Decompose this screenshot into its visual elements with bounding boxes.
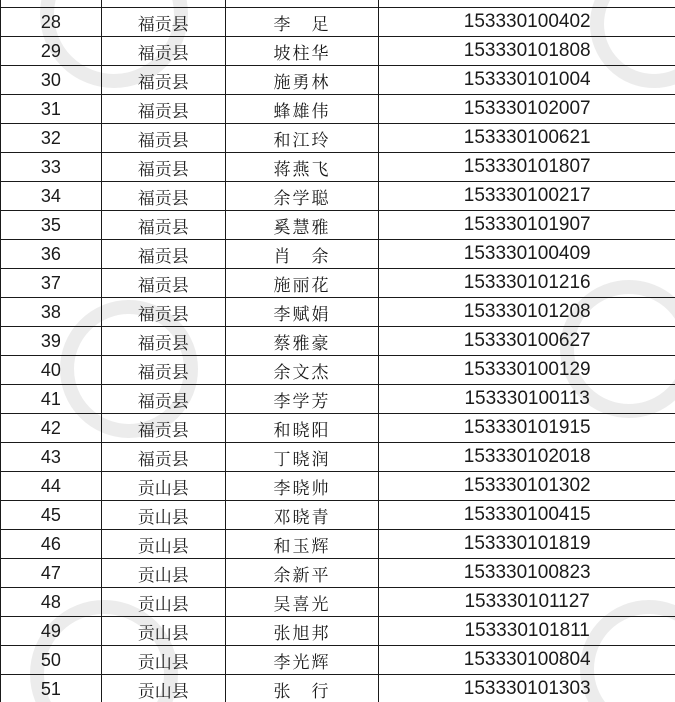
cell-no: 41 <box>1 385 102 414</box>
cell-id: 153330101907 <box>379 211 675 240</box>
cell-no: 39 <box>1 327 102 356</box>
table-row-partial <box>1 0 675 8</box>
cell-no: 35 <box>1 211 102 240</box>
table-row <box>1 385 675 414</box>
cell-id: 153330101811 <box>379 617 675 646</box>
cell-county: 福贡县 <box>101 298 225 327</box>
table-row <box>1 182 675 211</box>
cell-name: 余文杰 <box>225 356 379 385</box>
cell-name: 和玉辉 <box>225 530 379 559</box>
cell-id: 153330100621 <box>379 124 675 153</box>
cell-no: 44 <box>1 472 102 501</box>
cell-name: 余学聪 <box>225 182 379 211</box>
table-body <box>1 0 675 702</box>
cell-county: 福贡县 <box>101 414 225 443</box>
cell-id: 153330101808 <box>379 37 675 66</box>
cell-id: 153330100113 <box>379 385 675 414</box>
cell-id: 153330100627 <box>379 327 675 356</box>
cell-id: 153330100409 <box>379 240 675 269</box>
cell-county: 贡山县 <box>101 530 225 559</box>
table-row <box>1 211 675 240</box>
cell-name: 邓晓青 <box>225 501 379 530</box>
cell-name <box>225 0 379 8</box>
cell-county: 贡山县 <box>101 588 225 617</box>
table-row <box>1 37 675 66</box>
cell-name: 李学芳 <box>225 385 379 414</box>
cell-name: 肖 余 <box>225 240 379 269</box>
cell-no: 30 <box>1 66 102 95</box>
cell-id: 153330101303 <box>379 675 675 702</box>
cell-no: 50 <box>1 646 102 675</box>
cell-county: 福贡县 <box>101 356 225 385</box>
cell-name: 蔡雅豪 <box>225 327 379 356</box>
cell-name: 李晓帅 <box>225 472 379 501</box>
cell-name: 李光辉 <box>225 646 379 675</box>
cell-id: 153330101216 <box>379 269 675 298</box>
cell-name: 丁晓润 <box>225 443 379 472</box>
cell-county <box>101 0 225 8</box>
cell-id: 153330100415 <box>379 501 675 530</box>
cell-id: 153330101807 <box>379 153 675 182</box>
table-row <box>1 559 675 588</box>
cell-id: 153330101004 <box>379 66 675 95</box>
cell-no: 36 <box>1 240 102 269</box>
table-row <box>1 472 675 501</box>
cell-id: 153330102018 <box>379 443 675 472</box>
table-row <box>1 269 675 298</box>
cell-name: 施勇林 <box>225 66 379 95</box>
cell-name: 蜂雄伟 <box>225 95 379 124</box>
cell-county: 贡山县 <box>101 675 225 702</box>
cell-name: 吴喜光 <box>225 588 379 617</box>
table-row <box>1 443 675 472</box>
cell-id: 153330102007 <box>379 95 675 124</box>
cell-name: 施丽花 <box>225 269 379 298</box>
cell-no: 47 <box>1 559 102 588</box>
cell-no: 37 <box>1 269 102 298</box>
cell-county: 福贡县 <box>101 124 225 153</box>
table-row <box>1 675 675 702</box>
cell-county: 福贡县 <box>101 211 225 240</box>
cell-id: 153330100217 <box>379 182 675 211</box>
cell-no: 31 <box>1 95 102 124</box>
cell-county: 福贡县 <box>101 95 225 124</box>
table-row <box>1 8 675 37</box>
table-row <box>1 501 675 530</box>
cell-county: 福贡县 <box>101 37 225 66</box>
cell-county: 福贡县 <box>101 66 225 95</box>
table-row <box>1 530 675 559</box>
cell-county: 福贡县 <box>101 269 225 298</box>
cell-no: 51 <box>1 675 102 702</box>
cell-name: 张旭邦 <box>225 617 379 646</box>
table-row <box>1 617 675 646</box>
cell-no: 48 <box>1 588 102 617</box>
cell-county: 福贡县 <box>101 182 225 211</box>
cell-name: 和江玲 <box>225 124 379 153</box>
cell-name: 余新平 <box>225 559 379 588</box>
cell-id: 153330101819 <box>379 530 675 559</box>
cell-county: 贡山县 <box>101 501 225 530</box>
cell-id: 153330101127 <box>379 588 675 617</box>
cell-name: 坡柱华 <box>225 37 379 66</box>
table-row <box>1 95 675 124</box>
cell-county: 福贡县 <box>101 8 225 37</box>
cell-county: 福贡县 <box>101 327 225 356</box>
cell-name: 李赋娟 <box>225 298 379 327</box>
cell-county: 贡山县 <box>101 617 225 646</box>
cell-no: 33 <box>1 153 102 182</box>
cell-no: 34 <box>1 182 102 211</box>
cell-no: 46 <box>1 530 102 559</box>
cell-id: 153330100402 <box>379 8 675 37</box>
cell-county: 福贡县 <box>101 153 225 182</box>
table-row <box>1 124 675 153</box>
cell-county: 贡山县 <box>101 559 225 588</box>
table-row <box>1 588 675 617</box>
cell-no: 45 <box>1 501 102 530</box>
table-row <box>1 298 675 327</box>
cell-id: 153330100129 <box>379 356 675 385</box>
table-row <box>1 646 675 675</box>
cell-county: 福贡县 <box>101 443 225 472</box>
cell-no <box>1 0 102 8</box>
cell-no: 38 <box>1 298 102 327</box>
cell-no: 43 <box>1 443 102 472</box>
table-row <box>1 66 675 95</box>
cell-id <box>379 0 675 8</box>
table-row <box>1 153 675 182</box>
cell-county: 贡山县 <box>101 472 225 501</box>
table-row <box>1 356 675 385</box>
cell-no: 28 <box>1 8 102 37</box>
cell-id: 153330101915 <box>379 414 675 443</box>
table-row <box>1 327 675 356</box>
cell-no: 49 <box>1 617 102 646</box>
cell-no: 42 <box>1 414 102 443</box>
cell-name: 李 足 <box>225 8 379 37</box>
cell-name: 蒋燕飞 <box>225 153 379 182</box>
cell-county: 福贡县 <box>101 240 225 269</box>
cell-id: 153330100804 <box>379 646 675 675</box>
cell-id: 153330101302 <box>379 472 675 501</box>
cell-no: 40 <box>1 356 102 385</box>
cell-name: 和晓阳 <box>225 414 379 443</box>
cell-name: 张 行 <box>225 675 379 702</box>
cell-no: 32 <box>1 124 102 153</box>
table-row <box>1 414 675 443</box>
cell-id: 153330100823 <box>379 559 675 588</box>
cell-county: 贡山县 <box>101 646 225 675</box>
table-row <box>1 240 675 269</box>
cell-no: 29 <box>1 37 102 66</box>
cell-name: 奚慧雅 <box>225 211 379 240</box>
cell-id: 153330101208 <box>379 298 675 327</box>
cell-county: 福贡县 <box>101 385 225 414</box>
